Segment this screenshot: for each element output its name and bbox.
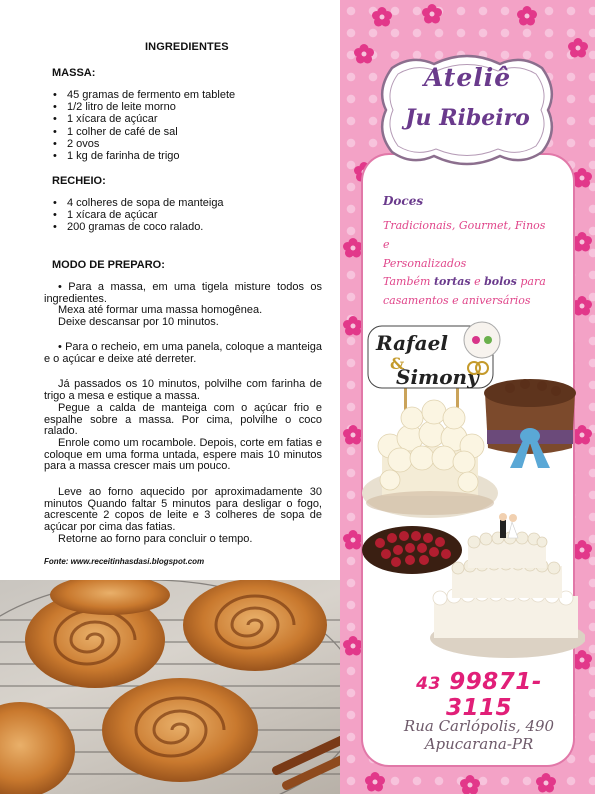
step-text: Leve ao forno aquecido por aproximadamente 30 minutos Quando faltar 5 minutos para desligar o fogo, acrescente 2 copos de leite e 3 colheres de sopa de açúcar por cima das fatias.	[44, 486, 322, 534]
recipe-column	[0, 0, 340, 580]
doces-heading: Doces	[383, 194, 424, 208]
types-line: Personalizados	[383, 257, 467, 270]
phone-area-code: 43	[416, 674, 441, 694]
flower-icon	[572, 232, 592, 252]
flower-icon	[372, 7, 392, 27]
flower-icon	[460, 775, 480, 794]
ingredients-title: INGREDIENTES	[145, 41, 229, 53]
flower-icon	[568, 38, 588, 58]
also-text	[383, 272, 553, 310]
phone-digits: 99871-3115	[445, 669, 542, 721]
also-suffix: para	[516, 275, 546, 288]
list-item: • 2 ovos	[52, 138, 235, 150]
step-recheio	[44, 342, 322, 365]
flower-icon	[536, 773, 556, 793]
flower-icon	[365, 772, 385, 792]
step-retorne	[44, 534, 322, 546]
step-text: • Para o recheio, em uma panela, coloque a manteiga e o açúcar e deixe até derreter.	[44, 341, 322, 365]
preparo-heading: MODO DE PREPARO:	[52, 259, 165, 271]
step-text: Mexa até formar uma massa homogênea.	[58, 304, 263, 317]
step-text: • Para a massa, em uma tigela misture todos os ingredientes.	[44, 281, 322, 305]
also-mid: e	[470, 275, 485, 288]
step-massa	[44, 282, 322, 329]
flower-icon	[572, 168, 592, 188]
list-item: • 1/2 litro de leite morno	[52, 101, 235, 113]
step-forno	[44, 487, 322, 534]
address-line-2: Apucarana-PR	[424, 735, 534, 753]
list-item: • 200 gramas de coco ralado.	[52, 221, 224, 233]
recheio-heading: RECHEIO:	[52, 175, 106, 187]
list-item: • 1 colher de café de sal	[52, 126, 235, 138]
topper-name-1: Rafael	[376, 331, 448, 355]
list-item: • 1 xícara de açúcar	[52, 113, 235, 125]
also-bolos: bolos	[484, 275, 517, 288]
logo-title: Ateliê	[423, 63, 512, 92]
address-line-1: Rua Carlópolis, 490	[403, 717, 555, 735]
topper-amp: &	[390, 354, 405, 373]
step-enrole	[44, 438, 322, 473]
list-item: • 45 gramas de fermento em tablete	[52, 89, 235, 101]
list-item: • 1 xícara de açúcar	[52, 209, 224, 221]
cinnamon-rolls-photo	[0, 580, 340, 794]
types-line: Tradicionais, Gourmet, Finos e	[383, 219, 546, 251]
doces-types	[383, 216, 553, 273]
step-text: Retorne ao forno para concluir o tempo.	[58, 533, 253, 545]
flower-icon	[517, 6, 537, 26]
step-estique	[44, 379, 322, 402]
flower-icon	[572, 296, 592, 316]
massa-list	[52, 89, 235, 162]
also-prefix: Também	[383, 275, 434, 288]
step-text: Enrole como um rocambole. Depois, corte em fatias e coloque em uma forma untada, espere mais 10 minutos para a massa crescer mais um pouco.	[44, 437, 322, 473]
cakes-illustration	[360, 318, 585, 663]
step-text: Já passados os 10 minutos, polvilhe com farinha de trigo a mesa e estique a massa.	[44, 378, 322, 402]
also-tortas: tortas	[433, 275, 471, 288]
also-line2: casamentos e aniversários	[383, 294, 531, 307]
recipe-source: Fonte: www.receitinhasdasi.blogspot.com	[44, 557, 205, 566]
step-text: Pegue a calda de manteiga com o açúcar frio e espalhe sobre a massa. Por cima, polvilhe o coco ralado.	[44, 402, 322, 438]
flower-icon	[422, 4, 442, 24]
list-item: • 1 kg de farinha de trigo	[52, 150, 235, 162]
step-text: Deixe descansar por 10 minutos.	[58, 316, 219, 329]
list-item: • 4 colheres de sopa de manteiga	[52, 197, 224, 209]
step-calda	[44, 403, 322, 438]
flower-icon	[354, 44, 374, 64]
recheio-list	[52, 197, 224, 234]
massa-heading: MASSA:	[52, 67, 96, 79]
phone-number[interactable]	[384, 669, 574, 721]
logo-subtitle: Ju Ribeiro	[405, 105, 530, 131]
flower-icon	[343, 238, 363, 258]
topper-name-2: Simony	[396, 365, 479, 389]
